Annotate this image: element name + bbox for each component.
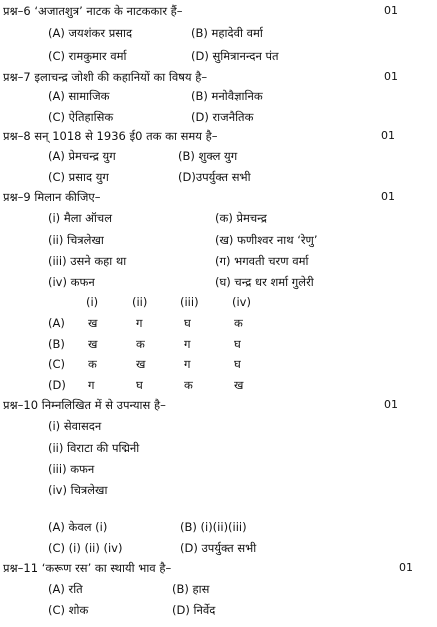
question-11-option-b: (B) हास: [172, 582, 210, 596]
grid-cell: ग: [184, 357, 191, 371]
grid-cell: क: [136, 337, 145, 351]
question-7-option-d: (D) राजनैतिक: [191, 110, 254, 124]
grid-cell: घ: [234, 337, 241, 351]
question-8-marks: 01: [381, 129, 395, 142]
question-7-marks: 01: [384, 70, 398, 83]
question-6-option-a: (A) जयशंकर प्रसाद: [48, 26, 133, 40]
grid-cell: ख: [88, 316, 98, 330]
question-7-option-a: (A) सामाजिक: [48, 89, 110, 103]
question-6-option-d: (D) सुमित्रानन्दन पंत: [191, 49, 279, 63]
grid-cell: ख: [234, 378, 244, 392]
grid-cell: ग: [184, 337, 191, 351]
question-8-text: प्रश्न–8 सन् 1018 से 1936 ई0 तक का समय है–: [3, 129, 218, 143]
question-10-item-1: (i) सेवासदन: [48, 419, 102, 433]
grid-header-4: (iv): [232, 295, 251, 309]
grid-cell: ख: [136, 357, 146, 371]
question-11-text: प्रश्न–11 ‘करूण रस’ का स्थायी भाव है–: [3, 561, 172, 575]
question-10-item-4: (iv) चित्रलेखा: [48, 483, 108, 497]
question-6-text: प्रश्न–6 ‘अजातशुत्र’ नाटक के नाटककार हैं–: [3, 4, 183, 18]
question-10-option-d: (D) उपर्युक्त सभी: [180, 541, 257, 555]
grid-header-3: (iii): [180, 295, 199, 309]
question-11-marks: 01: [399, 561, 413, 574]
grid-cell: क: [184, 378, 193, 392]
grid-cell: घ: [184, 316, 191, 330]
question-10-option-c: (C) (i) (ii) (iv): [48, 541, 123, 555]
match-right-2: (ख) फणीश्वर नाथ ‘रेणु’: [215, 233, 318, 247]
question-8-option-c: (C) प्रसाद युग: [48, 170, 109, 184]
grid-row-b-label: (B): [48, 337, 65, 351]
grid-cell: ख: [88, 337, 98, 351]
grid-row-d-label: (D): [48, 378, 66, 392]
question-9-marks: 01: [381, 190, 395, 203]
question-10-text: प्रश्न–10 निम्नलिखित में से उपन्यास है–: [3, 398, 166, 412]
grid-cell: क: [234, 316, 243, 330]
question-8-option-a: (A) प्रेमचन्द्र युग: [48, 149, 116, 163]
grid-cell: क: [88, 357, 97, 371]
match-right-1: (क) प्रेमचन्द्र: [215, 211, 267, 225]
question-6-option-c: (C) रामकुमार वर्मा: [48, 49, 127, 63]
question-10-option-b: (B) (i)(ii)(iii): [180, 520, 247, 534]
match-left-1: (i) मैला ऑचल: [48, 211, 112, 225]
grid-row-a-label: (A): [48, 316, 65, 330]
grid-header-1: (i): [86, 295, 99, 309]
question-11-option-a: (A) रति: [48, 582, 83, 596]
question-8-option-d: (D)उपर्युक्त सभी: [178, 170, 251, 184]
question-11-option-c: (C) शोक: [48, 603, 89, 617]
question-10-item-3: (iii) कफन: [48, 462, 95, 476]
question-10-item-2: (ii) विराटा की पद्मिनी: [48, 441, 140, 455]
question-6-marks: 01: [384, 4, 398, 17]
grid-row-c-label: (C): [48, 357, 66, 371]
match-right-4: (घ) चन्द्र धर शर्मा गुलेरी: [215, 275, 314, 289]
question-11-option-d: (D) निर्वेद: [172, 603, 216, 617]
question-7-text: प्रश्न–7 इलाचन्द्र जोशी की कहानियों का विषय है–: [3, 70, 208, 84]
question-10-option-a: (A) केवल (i): [48, 520, 108, 534]
grid-cell: घ: [234, 357, 241, 371]
match-left-2: (ii) चित्रलेखा: [48, 233, 104, 247]
grid-cell: ग: [136, 316, 143, 330]
match-left-4: (iv) कफन: [48, 275, 95, 289]
match-right-3: (ग) भगवती चरण वर्मा: [215, 254, 309, 268]
grid-header-2: (ii): [132, 295, 148, 309]
question-10-marks: 01: [384, 398, 398, 411]
question-8-option-b: (B) शुक्ल युग: [178, 149, 238, 163]
grid-cell: ग: [88, 378, 95, 392]
question-7-option-b: (B) मनोवैज्ञानिक: [191, 89, 263, 103]
question-7-option-c: (C) ऐतिहासिक: [48, 110, 114, 124]
grid-cell: घ: [136, 378, 143, 392]
question-6-option-b: (B) महादेवी वर्मा: [191, 26, 263, 40]
question-9-text: प्रश्न–9 मिलान कीजिए–: [3, 190, 101, 204]
match-left-3: (iii) उसने कहा था: [48, 254, 127, 268]
